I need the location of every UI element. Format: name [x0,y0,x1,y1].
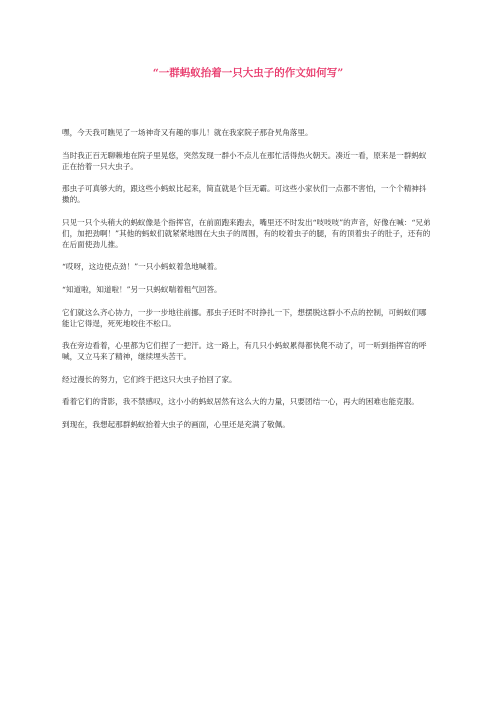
paragraph: 只见一只个头稍大的蚂蚁像是个指挥官，在前面跑来跑去，嘴里还不时发出“吱吱吱”的声音，好像在喊：“兄弟们，加把劲啊！”其他的蚂蚁们就紧紧地围在大虫子的周围，有的咬着虫子的腿，有的顶着虫子的肚子，还有的在后面使劲儿推。 [62,217,431,249]
document-body [62,127,434,442]
paragraph: 当时我正百无聊赖地在院子里晃悠，突然发现一群小不点儿在那忙活得热火朝天。凑近一看，原来是一群蚂蚁正在抬着一只大虫子。 [62,150,427,171]
paragraph: 嘿，今天我可瞧见了一场神奇又有趣的事儿！就在我家院子那旮旯角落里。 [62,128,313,137]
paragraph: 那虫子可真够大的，跟这些小蚂蚁比起来，简直就是个巨无霸。可这些小家伙们一点都不害怕，一个个精神抖擞的。 [62,184,427,205]
paragraph: “知道啦，知道啦！”另一只蚂蚁喘着粗气回答。 [62,284,222,294]
paragraph: 到现在，我想起那群蚂蚁抬着大虫子的画面，心里还是充满了敬佩。 [62,419,290,429]
document-title: “一群蚂蚁抬着一只大虫子的作文如何写” [152,67,344,79]
paragraph: 经过漫长的努力，它们终于把这只大虫子抬回了家。 [62,374,237,384]
paragraph: 我在旁边看着，心里都为它们捏了一把汗。这一路上，有几只小蚂蚁累得都快爬不动了，可一听到指挥官的呼喊，又立马来了精神，继续埋头苦干。 [62,341,427,362]
paragraph: 看着它们的背影，我不禁感叹，这小小的蚂蚁居然有这么大的力量，只要团结一心，再大的困难也能克服。 [62,397,419,407]
paragraph: “哎呀，这边使点劲！”一只小蚂蚁着急地喊着。 [62,262,222,272]
paragraph: 它们就这么齐心协力，一步一步地往前挪。那虫子还时不时挣扎一下，想摆脱这群小不点的控制，可蚂蚁们哪能让它得逞，死死地咬住不松口。 [62,307,427,328]
